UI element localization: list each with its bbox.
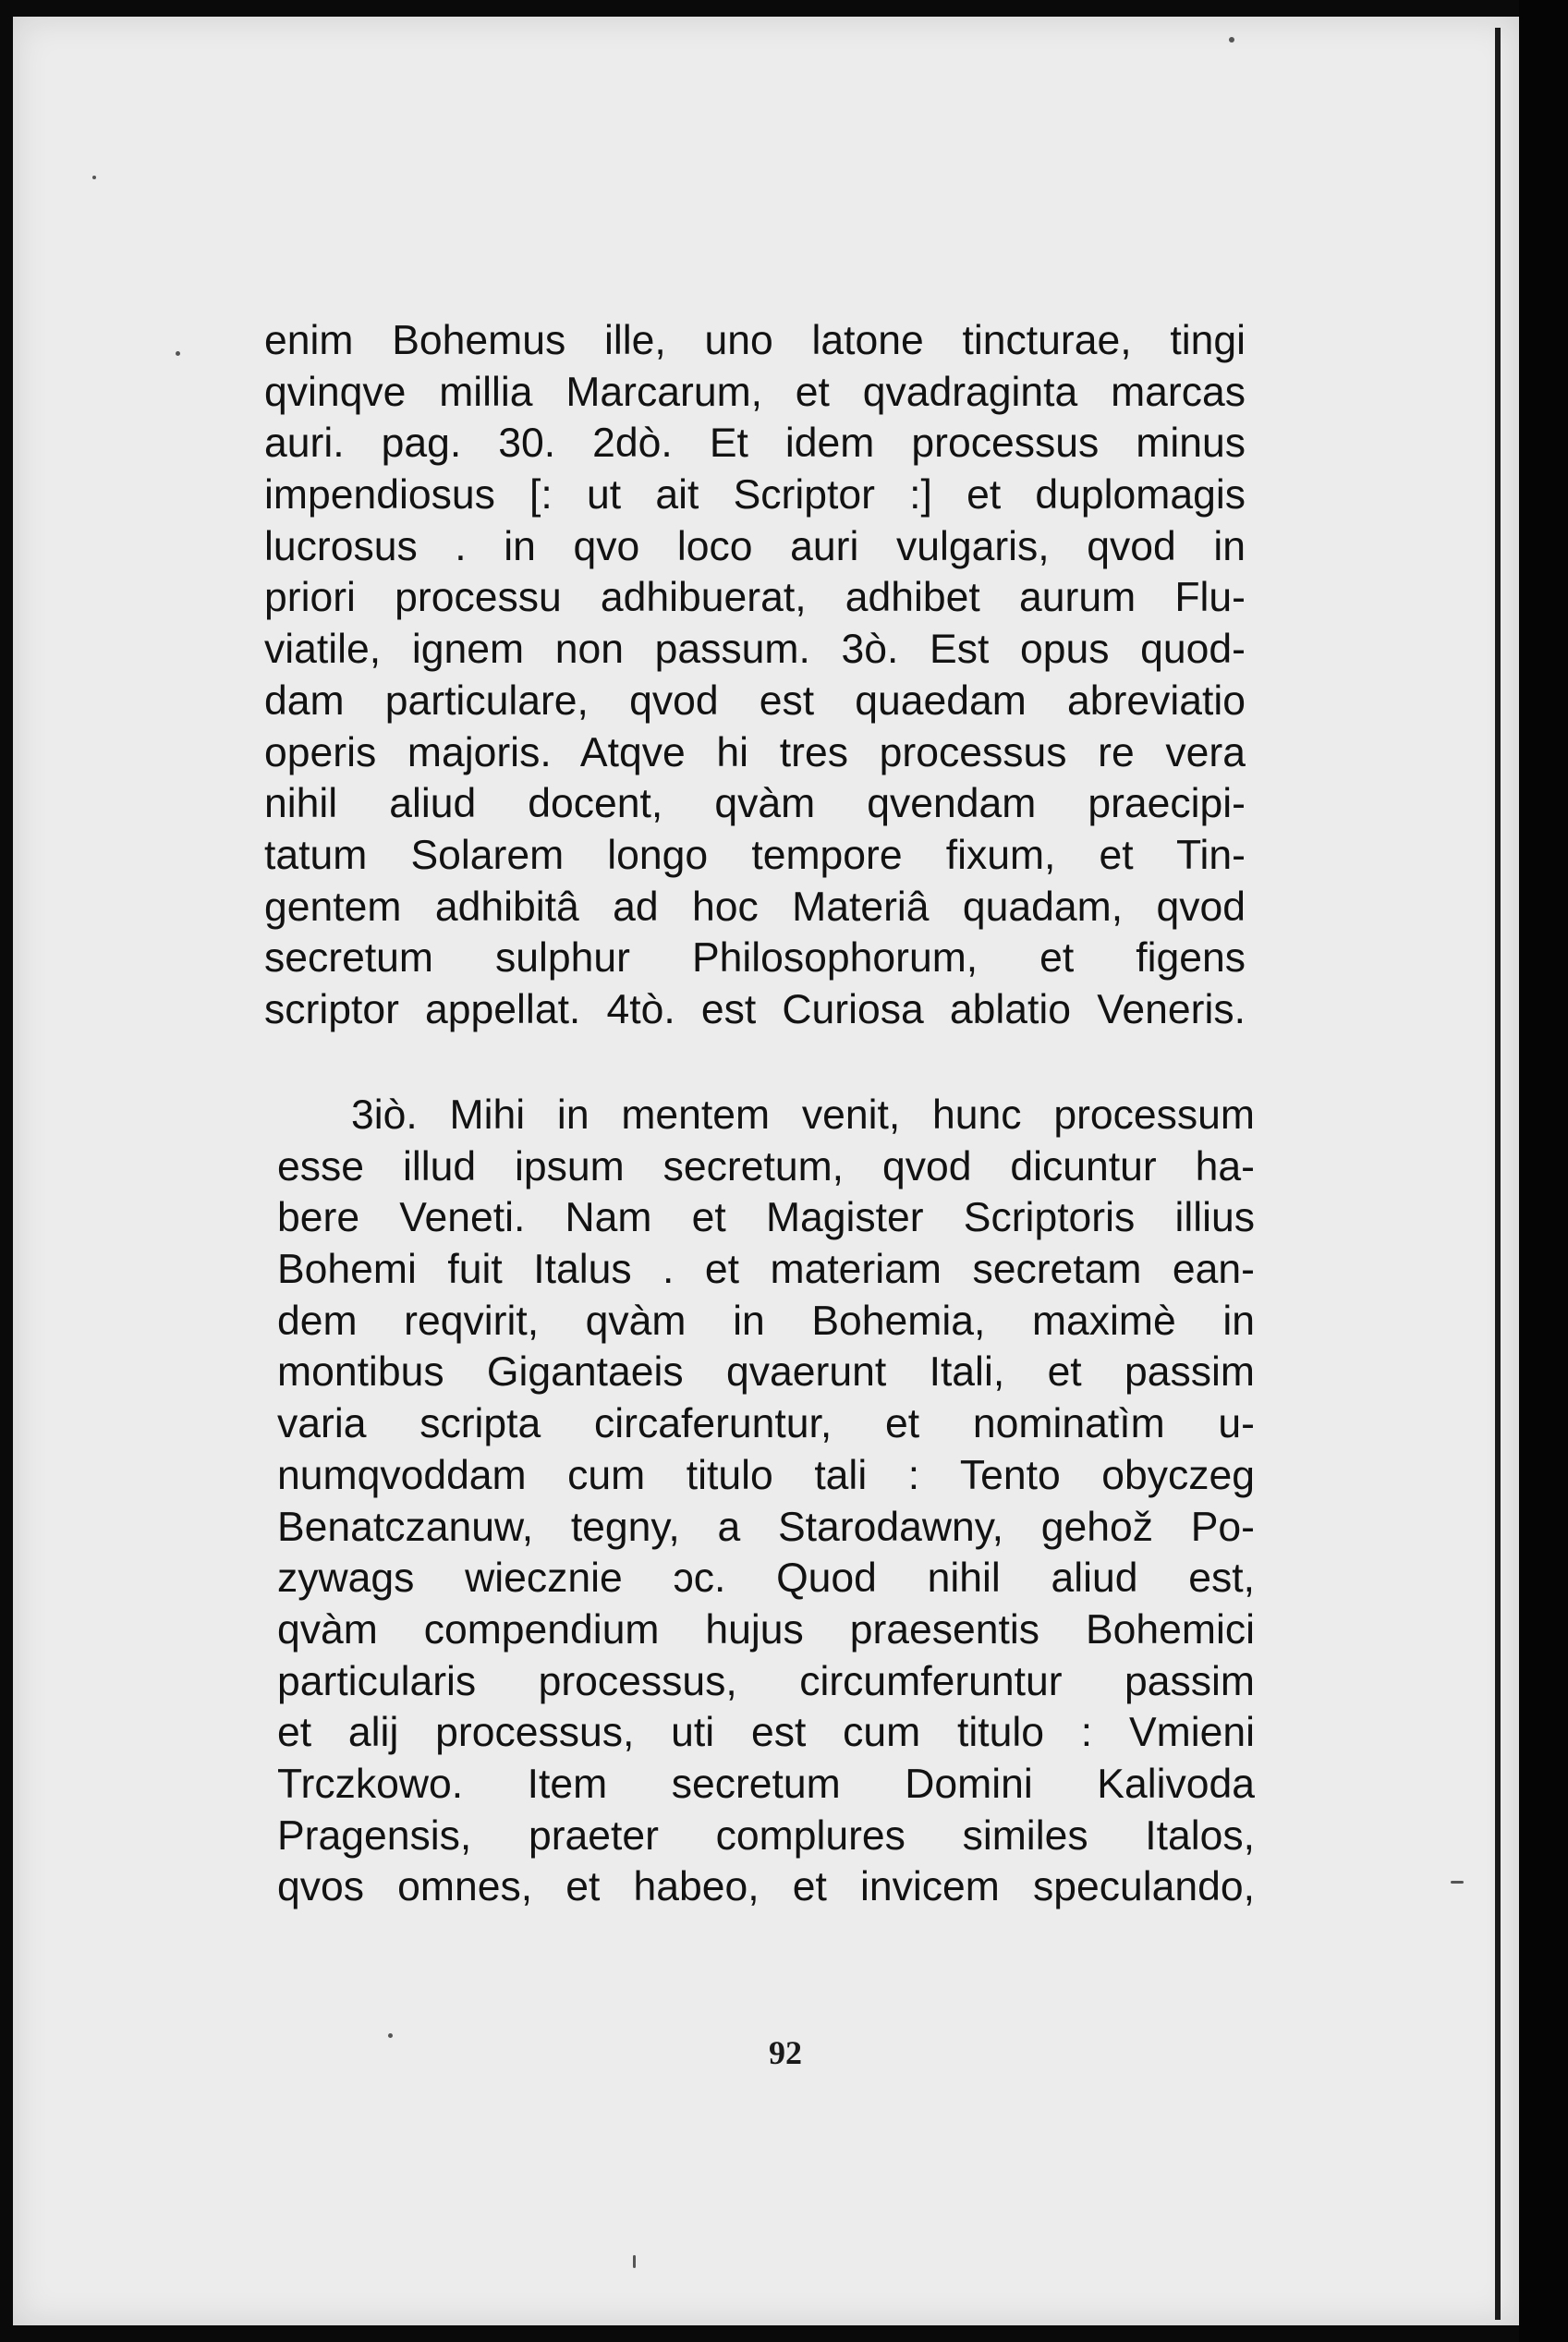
- speck: [176, 351, 180, 356]
- text-line: qvos omnes, et habeo, et invicem speculando,: [277, 1864, 1255, 1910]
- text-line: secretum sulphur Philosophorum, et figens: [264, 935, 1246, 982]
- speck: [388, 2033, 393, 2038]
- text-line: nihil aliud docent, qvàm qvendam praecipi-: [264, 781, 1246, 827]
- scan-border-right: [1519, 0, 1568, 2342]
- text-line: esse illud ipsum secretum, qvod dicuntur ha-: [277, 1143, 1255, 1189]
- text-line: et alij processus, uti est cum titulo : Vmieni: [277, 1710, 1255, 1756]
- text-line: Trczkowo. Item secretum Domini Kalivoda: [277, 1761, 1255, 1807]
- speck: [1451, 1881, 1464, 1884]
- text-line: Pragensis, praeter complures similes Italos,: [277, 1812, 1255, 1859]
- text-line: numqvoddam cum titulo tali : Tento obyczeg: [277, 1452, 1255, 1498]
- text-line: zywags wiecznie ɔc. Quod nihil aliud est,: [277, 1555, 1255, 1602]
- text-line: gentem adhibitâ ad hoc Materiâ quadam, qvod: [264, 884, 1246, 930]
- text-line: particularis processus, circumferuntur passim: [277, 1658, 1255, 1704]
- text-line: viatile, ignem non passum. 3ò. Est opus quod-: [264, 627, 1246, 673]
- page-number: 92: [769, 2034, 802, 2071]
- paragraph-1: [264, 315, 1246, 1036]
- page-edge: [1495, 28, 1501, 2320]
- speck: [1229, 37, 1234, 43]
- text-line: impendiosus [: ut ait Scriptor :] et duplomagis: [264, 472, 1246, 518]
- text-line: dam particulare, qvod est quaedam abreviatio: [264, 677, 1246, 724]
- text-line: qvàm compendium hujus praesentis Bohemici: [277, 1606, 1255, 1653]
- text-line: auri. pag. 30. 2dò. Et idem processus minus: [264, 421, 1246, 467]
- text-line: dem reqvirit, qvàm in Bohemia, maximè in: [277, 1298, 1255, 1344]
- text-line: priori processu adhibuerat, adhibet aurum Flu-: [264, 575, 1246, 621]
- text-line: bere Veneti. Nam et Magister Scriptoris illius: [277, 1195, 1255, 1241]
- text-line: enim Bohemus ille, uno latone tincturae, tingi: [264, 318, 1246, 363]
- speck: [633, 2255, 636, 2268]
- paragraph-2: [277, 1090, 1255, 1913]
- text-line: tatum Solarem longo tempore fixum, et Tin-: [264, 832, 1246, 878]
- speck: [92, 176, 96, 179]
- text-line: varia scripta circaferuntur, et nominatìm u-: [277, 1401, 1255, 1447]
- text-line: operis majoris. Atqve hi tres processus re vera: [264, 729, 1246, 775]
- text-line: Bohemi fuit Italus . et materiam secretam ean-: [277, 1247, 1255, 1293]
- text-line: lucrosus . in qvo loco auri vulgaris, qvod in: [264, 523, 1246, 569]
- text-line: Benatczanuw, tegny, a Starodawny, gehož Po-: [277, 1504, 1255, 1550]
- text-line: montibus Gigantaeis qvaerunt Itali, et passim: [277, 1349, 1255, 1396]
- text-line: qvinqve millia Marcarum, et qvadraginta marcas: [264, 369, 1246, 415]
- text-line: 3iò. Mihi in mentem venit, hunc processum: [351, 1092, 1255, 1138]
- text-line: scriptor appellat. 4tò. est Curiosa ablatio Veneris.: [264, 986, 1246, 1032]
